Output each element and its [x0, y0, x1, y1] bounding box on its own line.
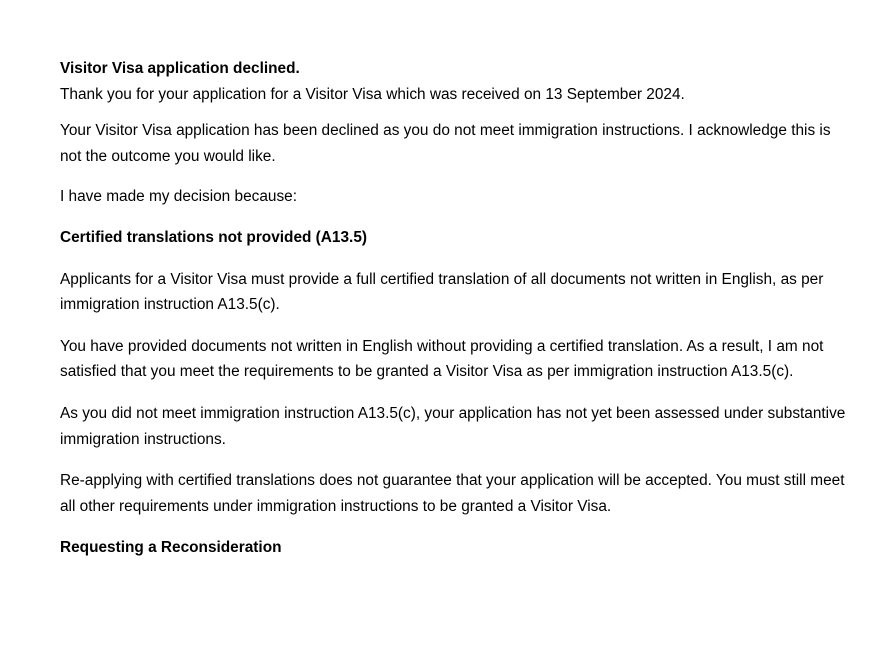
reapply-paragraph: Re-applying with certified translations does not guarantee that your application will be accepted. You must still meet all other requirements under immigration instructions to be granted a Visitor Visa.	[60, 472, 845, 515]
reason-paragraph-3: As you did not meet immigration instruction A13.5(c), your application has not yet been assessed under substantive immigration instructions.	[60, 404, 846, 448]
reason-paragraph-2: You have provided documents not written in English without providing a certified translation. As a result, I am not satisfied that you meet the requirements to be granted a Visitor Visa as per immigration instruction A13.5(c).	[60, 337, 824, 381]
declined-paragraph: Your Visitor Visa application has been declined as you do not meet immigration instructions. I acknowledge this is not the outcome you would like.	[60, 122, 831, 165]
reason-paragraph-1: Applicants for a Visitor Visa must provide a full certified translation of all documents not written in English, as per immigration instruction A13.5(c).	[60, 270, 824, 314]
reason-heading: Certified translations not provided (A13.5)	[60, 228, 368, 246]
reconsideration-heading: Requesting a Reconsideration	[60, 539, 282, 557]
decision-intro: I have made my decision because:	[60, 188, 297, 206]
intro-paragraph: Thank you for your application for a Visitor Visa which was received on 13 September 2024.	[60, 85, 685, 103]
letter-title: Visitor Visa application declined.	[60, 60, 300, 77]
letter-body	[60, 56, 850, 561]
